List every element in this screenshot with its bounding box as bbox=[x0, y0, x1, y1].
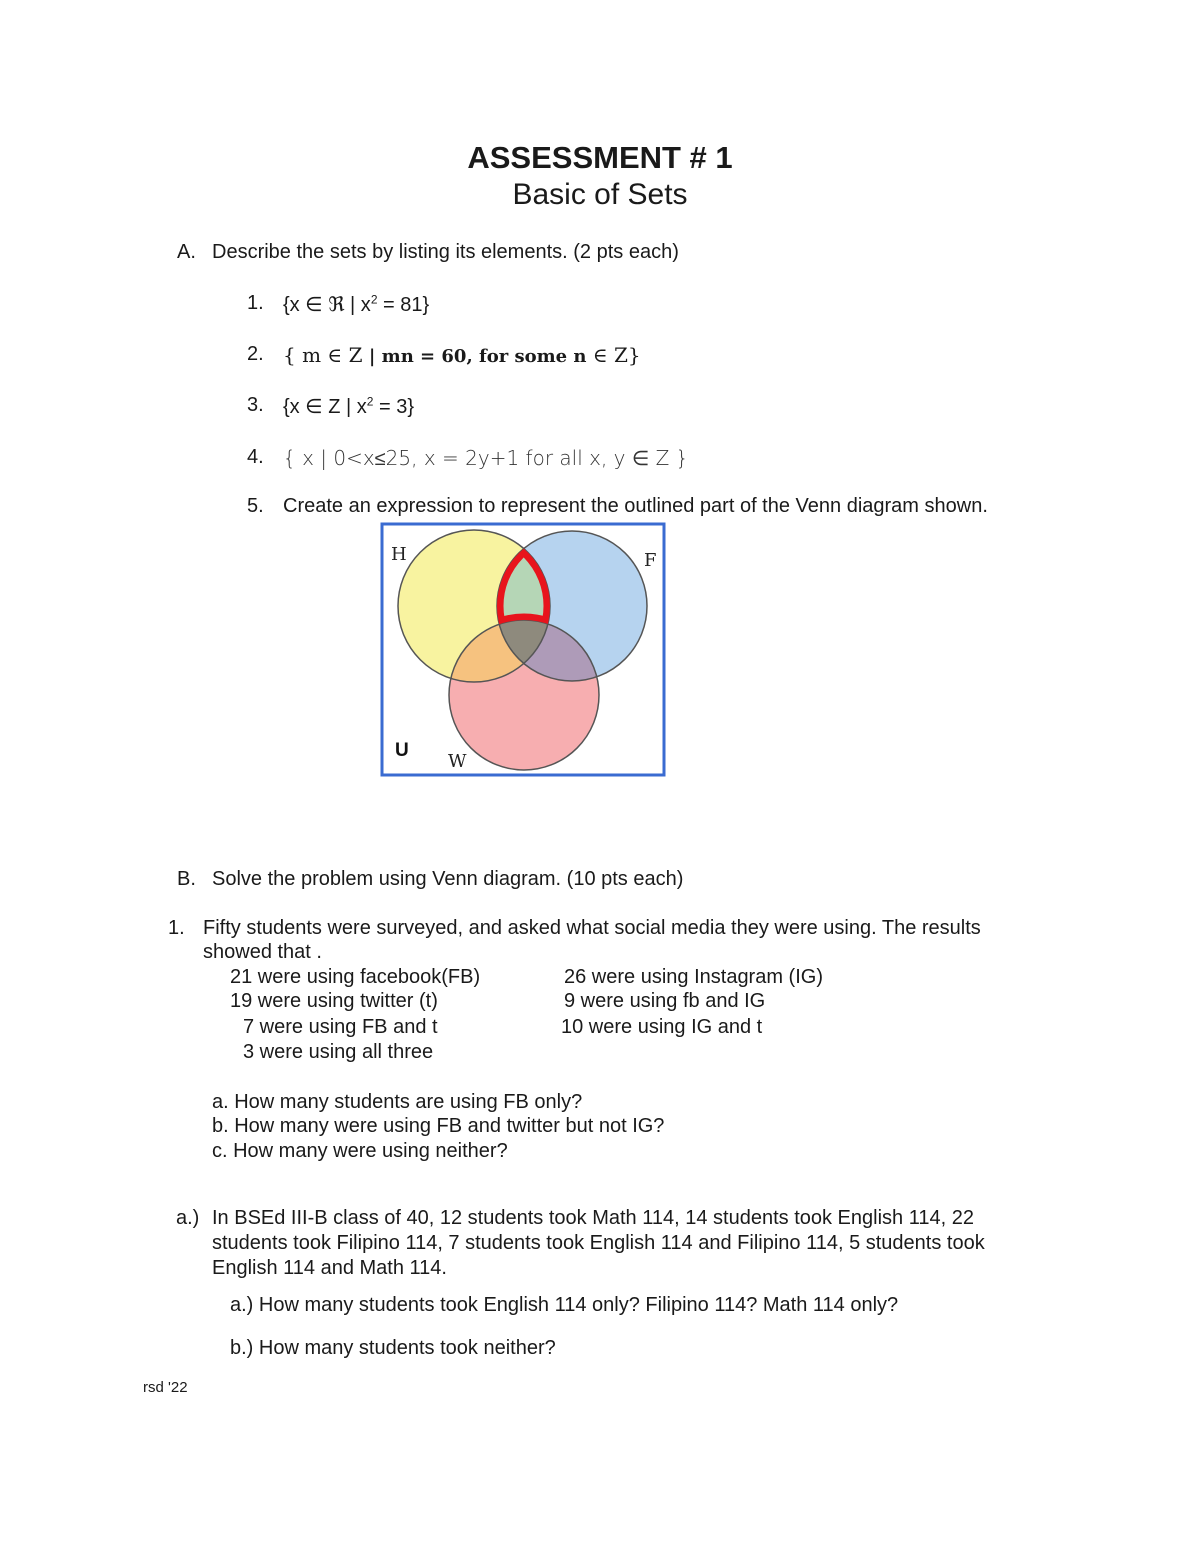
problem-1-line-2: showed that . bbox=[203, 941, 322, 963]
item-4-number: 4. bbox=[247, 446, 264, 468]
page-subtitle: Basic of Sets bbox=[512, 178, 688, 211]
problem-1-line-1: Fifty students were surveyed, and asked what social media they were using. The results bbox=[203, 917, 981, 939]
venn-label-u: U bbox=[395, 740, 409, 761]
item-3-post: = 3} bbox=[373, 396, 415, 418]
venn-label-f: F bbox=[644, 550, 657, 571]
item-5-number: 5. bbox=[247, 495, 264, 517]
data-left-1: 21 were using facebook(FB) bbox=[230, 966, 481, 988]
item-2-bold: | mn = 60, for some n bbox=[368, 346, 587, 367]
item-2-number: 2. bbox=[247, 343, 264, 365]
item-2-post: ∈ Z} bbox=[586, 343, 641, 367]
item-3-expression bbox=[283, 394, 414, 419]
problem-2-marker: a.) bbox=[176, 1207, 200, 1229]
item-2-expression bbox=[283, 343, 641, 368]
item-1-sup: 2 bbox=[370, 292, 378, 307]
item-3-sup: 2 bbox=[366, 394, 374, 409]
item-2-pre: { m ∈ Z bbox=[283, 343, 369, 367]
problem-2-line-1: In BSEd III-B class of 40, 12 students took Math 114, 14 students took English 114, 22 bbox=[212, 1207, 974, 1229]
problem-2-line-3: English 114 and Math 114. bbox=[212, 1257, 447, 1279]
section-b-marker: B. bbox=[177, 868, 196, 890]
data-right-3: 10 were using IG and t bbox=[561, 1016, 763, 1038]
problem-1-number: 1. bbox=[168, 917, 185, 939]
item-3-pre: {x ∈ Z | x bbox=[283, 396, 367, 418]
problem-2-line-2: students took Filipino 114, 7 students took English 114 and Filipino 114, 5 students took bbox=[212, 1232, 985, 1254]
item-4-expression: { x | 0<x≤25, x = 2y+1 for all x, y ∈ Z } bbox=[283, 446, 689, 470]
section-b-instruction: Solve the problem using Venn diagram. (10 pts each) bbox=[212, 868, 684, 890]
page-title: ASSESSMENT # 1 bbox=[467, 140, 733, 175]
problem-1-question-b: b. How many were using FB and twitter but not IG? bbox=[212, 1115, 665, 1137]
data-left-3: 7 were using FB and t bbox=[243, 1016, 438, 1038]
data-right-2: 9 were using fb and IG bbox=[564, 990, 766, 1012]
item-1-pre: {x ∈ ℜ | x bbox=[283, 294, 371, 316]
problem-2-question-a: a.) How many students took English 114 only? Filipino 114? Math 114 only? bbox=[230, 1294, 899, 1316]
item-5-text: Create an expression to represent the outlined part of the Venn diagram shown. bbox=[283, 495, 988, 517]
item-1-number: 1. bbox=[247, 292, 264, 314]
problem-2-question-b: b.) How many students took neither? bbox=[230, 1337, 556, 1359]
item-1-post: = 81} bbox=[377, 294, 430, 316]
problem-1-question-c: c. How many were using neither? bbox=[212, 1140, 508, 1162]
footer-text: rsd '22 bbox=[143, 1379, 188, 1396]
item-1-expression bbox=[283, 292, 429, 317]
venn-label-h: H bbox=[391, 544, 407, 565]
venn-label-w: W bbox=[448, 751, 467, 772]
venn-diagram bbox=[380, 522, 668, 778]
data-left-4: 3 were using all three bbox=[243, 1041, 434, 1063]
item-3-number: 3. bbox=[247, 394, 264, 416]
data-left-2: 19 were using twitter (t) bbox=[230, 990, 438, 1012]
problem-1-question-a: a. How many students are using FB only? bbox=[212, 1091, 583, 1113]
section-a-marker: A. bbox=[177, 241, 196, 263]
data-right-1: 26 were using Instagram (IG) bbox=[564, 966, 823, 988]
section-a-instruction: Describe the sets by listing its elements. (2 pts each) bbox=[212, 241, 679, 263]
